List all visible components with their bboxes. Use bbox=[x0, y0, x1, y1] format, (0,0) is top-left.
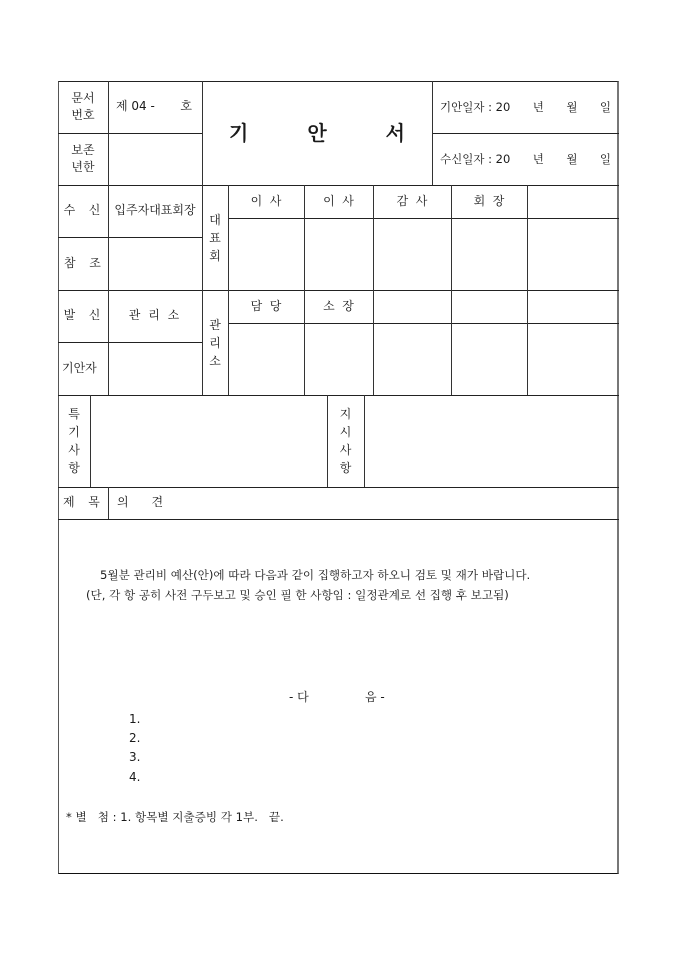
board-signature-director-2[interactable] bbox=[304, 218, 373, 290]
receive-date-field[interactable] bbox=[432, 133, 619, 185]
board-signature-auditor[interactable] bbox=[373, 218, 451, 290]
office-signature-staff[interactable] bbox=[228, 323, 304, 395]
special-notes-field[interactable] bbox=[90, 395, 327, 487]
draft-date-field[interactable] bbox=[432, 81, 619, 133]
subject-value: 의 견 bbox=[117, 495, 164, 510]
reference-label bbox=[58, 237, 108, 290]
sender-value[interactable] bbox=[108, 290, 202, 342]
instructions-char: 사 bbox=[339, 443, 352, 457]
draft-date-day: 일 bbox=[599, 99, 611, 114]
receive-date-month: 월 bbox=[566, 151, 578, 166]
board-group-char: 회 bbox=[209, 248, 221, 263]
office-signature-manager[interactable] bbox=[304, 323, 373, 395]
office-signature-empty[interactable] bbox=[527, 323, 619, 395]
office-group-char: 리 bbox=[209, 335, 221, 350]
board-group-label bbox=[202, 185, 228, 290]
board-role-director-1 bbox=[228, 185, 304, 218]
board-role-chairman bbox=[451, 185, 527, 218]
subject-field[interactable] bbox=[108, 487, 619, 519]
list-item: 4. bbox=[129, 770, 141, 784]
board-role-extra bbox=[527, 185, 619, 218]
office-signature-empty[interactable] bbox=[373, 323, 451, 395]
recipient-label-text: 수 신 bbox=[63, 203, 103, 218]
instructions-char: 지 bbox=[339, 407, 352, 421]
list-item: 3. bbox=[129, 750, 141, 764]
list-item: 1. bbox=[129, 712, 141, 726]
role-label: 이 사 bbox=[323, 193, 354, 208]
doc-number-suffix: 호 bbox=[180, 99, 192, 114]
body-paragraph-line1: 5월분 관리비 예산(안)에 따라 다음과 같이 집행하고자 하오니 검토 및 재가 바랍니다. bbox=[100, 568, 531, 582]
sender-label bbox=[58, 290, 108, 342]
recipient-label bbox=[58, 185, 108, 237]
grid-line bbox=[58, 519, 619, 520]
attachment-note: * 별 첨 : 1. 항목별 지출증빙 각 1부. 끝. bbox=[66, 810, 284, 824]
role-label: 담 당 bbox=[250, 298, 282, 313]
notice-heading-right: 음 - bbox=[365, 690, 385, 704]
board-signature-chairman[interactable] bbox=[451, 218, 527, 290]
draft-date-year: 년 bbox=[532, 99, 544, 114]
office-role-manager bbox=[304, 290, 373, 323]
instructions-field[interactable] bbox=[364, 395, 619, 487]
instructions-label bbox=[327, 395, 364, 487]
office-signature-empty[interactable] bbox=[451, 323, 527, 395]
office-role-empty bbox=[373, 290, 451, 323]
office-role-empty bbox=[451, 290, 527, 323]
subject-label-text: 제 목 bbox=[63, 495, 102, 510]
retention-label bbox=[58, 133, 108, 185]
special-notes-char: 항 bbox=[68, 461, 80, 475]
board-group-char: 표 bbox=[209, 230, 221, 245]
drafter-label-text: 기안자 bbox=[62, 360, 97, 375]
receive-date-day: 일 bbox=[599, 151, 611, 166]
role-label: 소 장 bbox=[323, 298, 354, 313]
drafter-label bbox=[58, 342, 108, 395]
draft-date-label: 기안일자 : 20 bbox=[440, 99, 511, 114]
office-role-empty bbox=[527, 290, 619, 323]
retention-label-line1: 보존 bbox=[71, 142, 95, 157]
subject-label bbox=[58, 487, 108, 519]
board-role-director-2 bbox=[304, 185, 373, 218]
special-notes-char: 기 bbox=[68, 425, 80, 439]
sender-label-text: 발 신 bbox=[63, 308, 103, 323]
sender-value-text: 관 리 소 bbox=[128, 308, 182, 323]
retention-field[interactable] bbox=[108, 133, 202, 185]
doc-number-label bbox=[58, 81, 108, 133]
drafter-value[interactable] bbox=[108, 342, 202, 395]
instructions-char: 항 bbox=[339, 461, 352, 475]
office-group-char: 관 bbox=[209, 317, 221, 332]
office-group-char: 소 bbox=[209, 353, 221, 368]
retention-label-line2: 년한 bbox=[71, 160, 95, 174]
role-label: 이 사 bbox=[250, 193, 282, 208]
board-group-char: 대 bbox=[209, 212, 221, 227]
board-signature-extra[interactable] bbox=[527, 218, 619, 290]
receive-date-year: 년 bbox=[532, 151, 544, 166]
board-signature-director-1[interactable] bbox=[228, 218, 304, 290]
reference-label-text: 참 조 bbox=[64, 255, 103, 270]
office-group-label bbox=[202, 290, 228, 395]
notice-heading-left: - 다 bbox=[289, 690, 309, 704]
recipient-value-text: 입주자대표회장 bbox=[114, 203, 196, 218]
doc-number-label-line2: 번호 bbox=[71, 108, 95, 122]
list-item: 2. bbox=[129, 731, 141, 745]
office-role-staff bbox=[228, 290, 304, 323]
draft-date-month: 월 bbox=[566, 99, 578, 114]
body-paragraph-line2: (단, 각 항 공히 사전 구두보고 및 승인 필 한 사항임 : 일정관계로 선 집행 후 보고됨) bbox=[86, 588, 509, 602]
recipient-value[interactable] bbox=[108, 185, 202, 237]
document-title bbox=[202, 81, 432, 185]
document-title-text: 기 안 서 bbox=[229, 120, 431, 145]
doc-number-prefix: 제 04 - bbox=[116, 99, 155, 114]
instructions-char: 시 bbox=[339, 425, 352, 439]
doc-number-label-line1: 문서 bbox=[71, 90, 95, 105]
reference-value[interactable] bbox=[108, 237, 202, 290]
board-role-auditor bbox=[373, 185, 451, 218]
receive-date-label: 수신일자 : 20 bbox=[440, 151, 511, 166]
special-notes-char: 사 bbox=[68, 443, 80, 457]
role-label: 회 장 bbox=[473, 193, 505, 208]
doc-number-field[interactable] bbox=[108, 81, 202, 133]
special-notes-label bbox=[58, 395, 90, 487]
role-label: 감 사 bbox=[396, 193, 428, 208]
special-notes-char: 특 bbox=[68, 407, 80, 421]
